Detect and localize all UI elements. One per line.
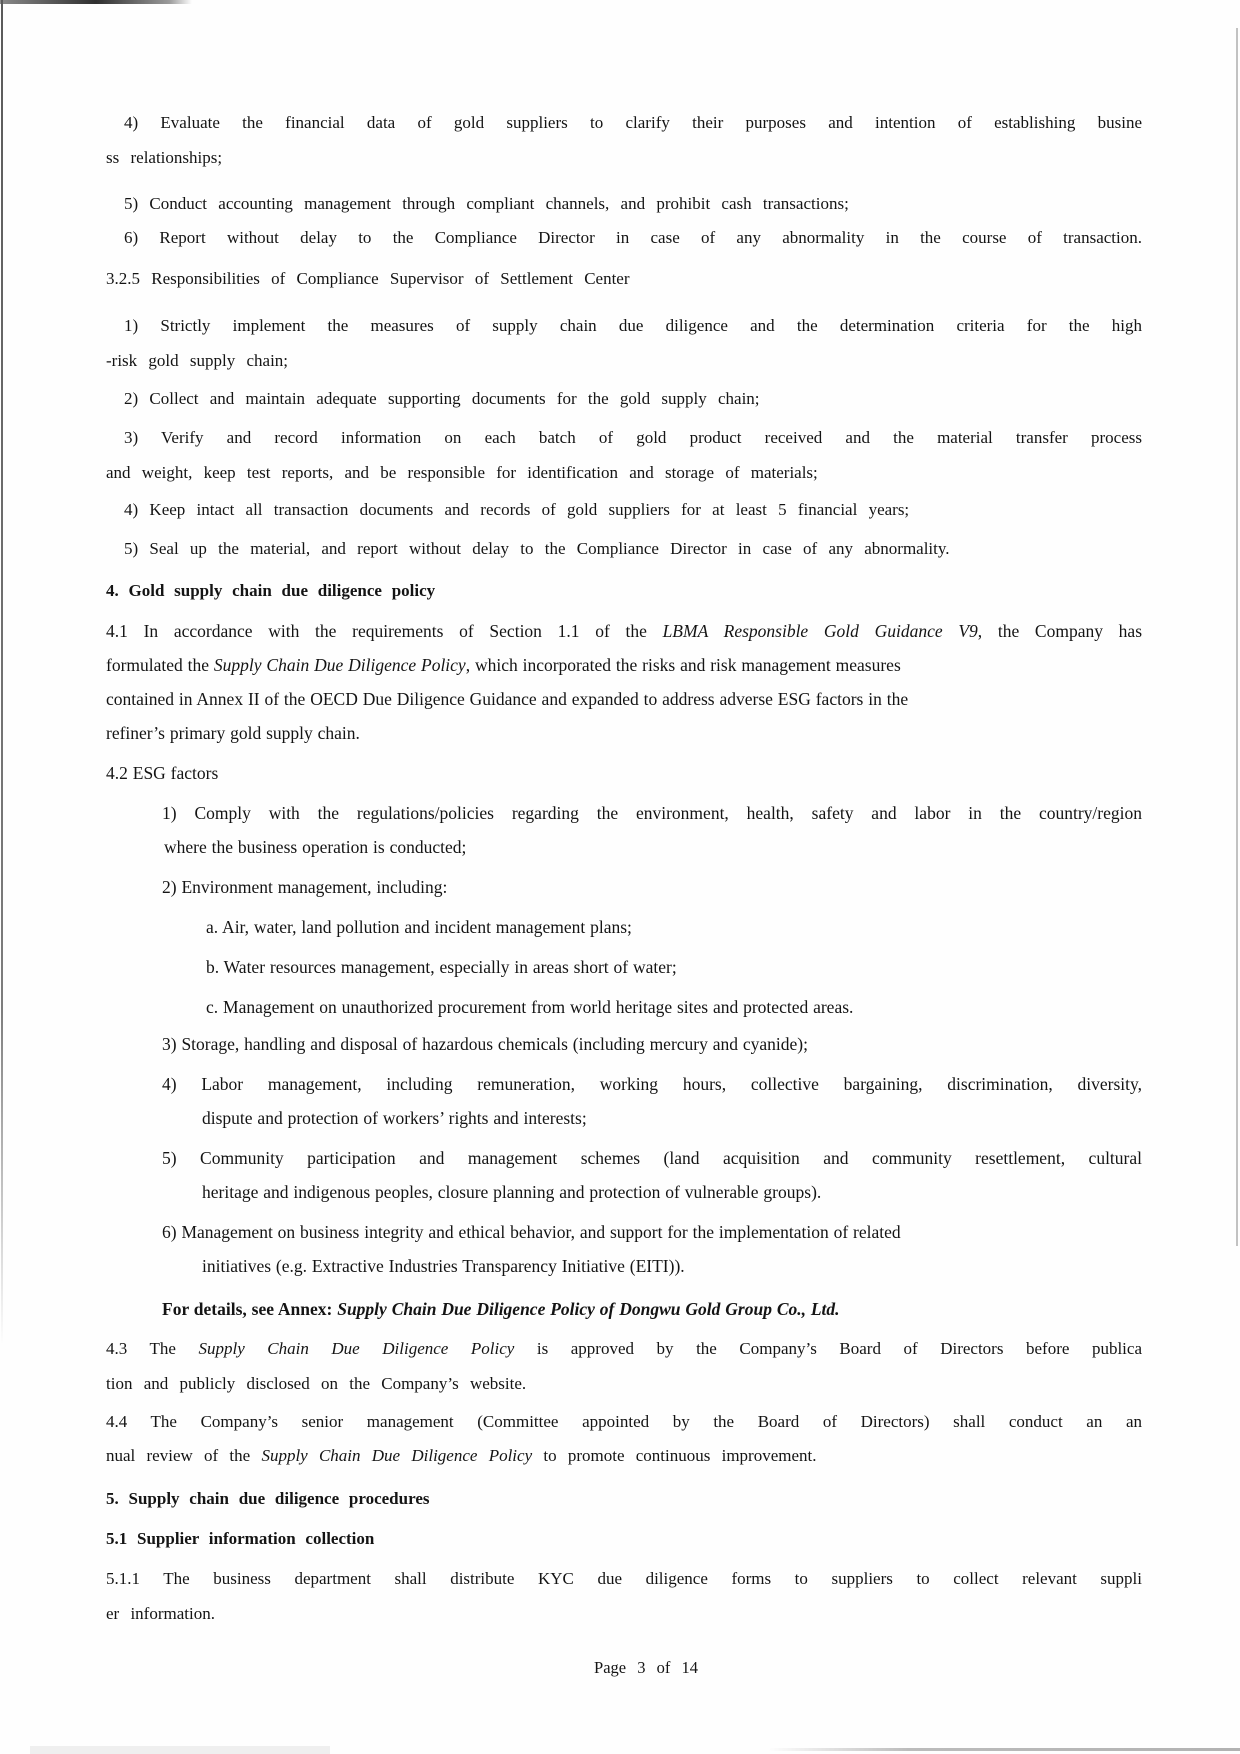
scan-edge-top [0, 0, 192, 4]
text-line [124, 382, 1142, 416]
text-run: 6) Management on business integrity and ethical behavior, and support for the implementation of related [162, 1222, 901, 1242]
text-line [106, 1439, 1142, 1473]
text-line [162, 870, 1142, 904]
text-run: -risk gold supply chain; [106, 351, 289, 370]
text-run: Supply Chain Due Diligence Policy [198, 1339, 515, 1358]
text-line [202, 1249, 1142, 1283]
text-line [206, 990, 1142, 1024]
text-line [124, 532, 1142, 566]
text-run: 1) Comply with the regulations/policies regarding the environment, health, safety and labor in the country/region [162, 803, 1142, 823]
text-run: 4) Keep intact all transaction documents and records of gold suppliers for at least 5 financial years; [124, 500, 910, 519]
text-run: 4. Gold supply chain due diligence policy [106, 581, 436, 600]
text-run: 4.1 In accordance with the requirements of Section 1.1 of the [106, 621, 663, 641]
text-run: 5) Community participation and management schemes (land acquisition and community resettlement, cultural [162, 1148, 1142, 1168]
text-run: LBMA Responsible Gold Guidance V9 [662, 621, 978, 641]
text-line [124, 309, 1142, 343]
text-line [106, 1367, 1142, 1401]
text-run: 3) Verify and record information on each batch of gold product received and the material transfer process [124, 428, 1142, 447]
text-line [106, 1332, 1142, 1366]
text-line [106, 682, 1142, 716]
text-run: Supply Chain Due Diligence Policy [261, 1446, 533, 1465]
text-line [162, 796, 1142, 830]
text-run: , the Company has [977, 621, 1143, 641]
text-line [106, 1405, 1142, 1439]
text-run: 3) Storage, handling and disposal of hazardous chemicals (including mercury and cyanide); [162, 1034, 808, 1054]
text-run: , which incorporated the risks and risk management measures [465, 655, 901, 675]
text-line [106, 574, 1142, 608]
text-run: dispute and protection of workers’ rights and interests; [202, 1108, 587, 1128]
text-line [162, 1027, 1142, 1061]
text-line [162, 1215, 1142, 1249]
text-run: initiatives (e.g. Extractive Industries Transparency Initiative (EITI)). [202, 1256, 685, 1276]
text-run: 4.4 The Company’s senior management (Committee appointed by the Board of Directors) shall conduct an an [106, 1412, 1142, 1431]
text-run: er information. [106, 1604, 215, 1623]
text-run: 3.2.5 Responsibilities of Compliance Supervisor of Settlement Center [106, 269, 630, 288]
text-run: tion and publicly disclosed on the Company’s website. [106, 1374, 527, 1393]
text-line [106, 716, 1142, 750]
text-run: Supply Chain Due Diligence Policy [213, 655, 466, 675]
text-line [106, 456, 1142, 490]
text-run: For details, see Annex: [162, 1299, 338, 1319]
text-line [106, 614, 1142, 648]
text-run: formulated the [106, 655, 214, 675]
text-line [202, 1175, 1142, 1209]
text-line [106, 1562, 1142, 1596]
text-line [106, 141, 1142, 175]
text-line [124, 493, 1142, 527]
text-run: heritage and indigenous peoples, closure planning and protection of vulnerable groups). [202, 1182, 822, 1202]
text-line [124, 221, 1142, 255]
text-run: 5) Conduct accounting management through compliant channels, and prohibit cash transactions; [124, 194, 849, 213]
text-run: 2) Environment management, including: [162, 877, 448, 897]
text-line [124, 421, 1142, 455]
scan-edge-right [1236, 28, 1238, 1246]
scan-edge-left [1, 0, 3, 1345]
text-run: Supply Chain Due Diligence Policy of Dongwu Gold Group Co., Ltd. [337, 1299, 840, 1319]
scan-edge-bottom [768, 1748, 1240, 1751]
text-line [106, 1597, 1142, 1631]
text-run: and weight, keep test reports, and be responsible for identification and storage of materials; [106, 463, 818, 482]
text-run: nual review of the [106, 1446, 262, 1465]
page-footer [128, 1651, 1164, 1685]
text-run: is approved by the Company’s Board of Directors before publica [514, 1339, 1142, 1358]
text-line [206, 950, 1142, 984]
text-run: 6) Report without delay to the Compliance Director in case of any abnormality in the course of transaction. [124, 228, 1142, 247]
scan-smudge [30, 1746, 330, 1754]
text-run: 5) Seal up the material, and report without delay to the Compliance Director in case of any abnormality. [124, 539, 950, 558]
text-line [206, 910, 1142, 944]
page-number: Page 3 of 14 [594, 1658, 698, 1677]
text-run: 5.1 Supplier information collection [106, 1529, 375, 1548]
text-run: 4.2 ESG factors [106, 763, 219, 783]
text-run: a. Air, water, land pollution and incident management plans; [206, 917, 632, 937]
text-line [106, 1482, 1142, 1516]
text-line [162, 1141, 1142, 1175]
text-run: contained in Annex II of the OECD Due Diligence Guidance and expanded to address adverse ESG factors in the [106, 689, 909, 709]
text-run: 4) Labor management, including remuneration, working hours, collective bargaining, discrimination, diversity, [162, 1074, 1142, 1094]
document-body [106, 106, 1142, 1685]
text-line [106, 756, 1142, 790]
text-run: 1) Strictly implement the measures of supply chain due diligence and the determination criteria for the high [124, 316, 1142, 335]
text-line [162, 1067, 1142, 1101]
text-line [106, 648, 1142, 682]
text-run: 4) Evaluate the financial data of gold suppliers to clarify their purposes and intention of establishing busine [124, 113, 1142, 132]
text-run: 5.1.1 The business department shall distribute KYC due diligence forms to suppliers to collect relevant suppli [106, 1569, 1142, 1588]
text-line [106, 344, 1142, 378]
text-run: to promote continuous improvement. [532, 1446, 817, 1465]
text-line [106, 262, 1142, 296]
text-run: 5. Supply chain due diligence procedures [106, 1489, 430, 1508]
text-run: 4.3 The [106, 1339, 199, 1358]
text-line [106, 1522, 1142, 1556]
text-run: b. Water resources management, especially in areas short of water; [206, 957, 677, 977]
text-run: c. Management on unauthorized procurement from world heritage sites and protected areas. [206, 997, 854, 1017]
text-run: ss relationships; [106, 148, 223, 167]
text-line [164, 830, 1142, 864]
text-run: 2) Collect and maintain adequate supporting documents for the gold supply chain; [124, 389, 760, 408]
text-run: refiner’s primary gold supply chain. [106, 723, 360, 743]
text-run: where the business operation is conducted; [164, 837, 467, 857]
text-line [162, 1292, 1142, 1326]
text-line [124, 106, 1142, 140]
text-line [202, 1101, 1142, 1135]
text-line [124, 187, 1142, 221]
